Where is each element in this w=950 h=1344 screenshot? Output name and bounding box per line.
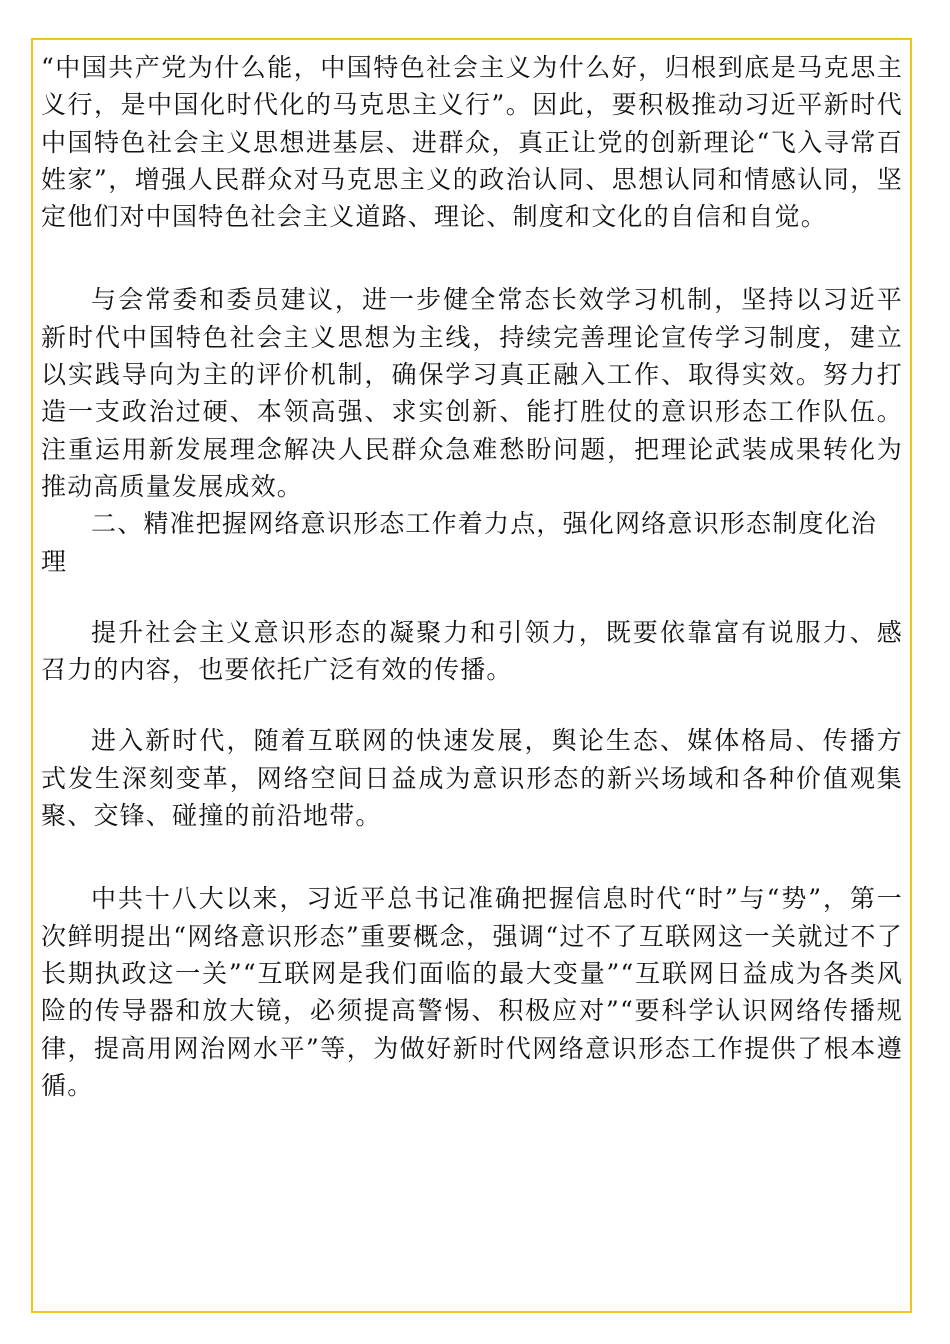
document-body bbox=[41, 49, 903, 1104]
paragraph-study-mechanism: 与会常委和委员建议，进一步健全常态长效学习机制，坚持以习近平新时代中国特色社会主义思想为主线，持续完善理论宣传学习制度，建立以实践导向为主的评价机制，确保学习真正融入工作、取得实效。努力打造一支政治过硬、本领高强、求实创新、能打胜仗的意识形态工作队伍。注重运用新发展理念解决人民群众急难愁盼问题，把理论武装成果转化为推动高质量发展成效。 bbox=[41, 285, 903, 501]
paragraph-marxism-quote: “中国共产党为什么能，中国特色社会主义为什么好，归根到底是马克思主义行，是中国化时代化的马克思主义行”。因此，要积极推动习近平新时代中国特色社会主义思想进基层、进群众，真正让党的创新理论“飞入寻常百姓家”，增强人民群众对马克思主义的政治认同、思想认同和情感认同，坚定他们对中国特色社会主义道路、理论、制度和文化的自信和自觉。 bbox=[41, 53, 903, 232]
paragraph-eighteenth-congress: 中共十八大以来，习近平总书记准确把握信息时代“时”与“势”，第一次鲜明提出“网络意识形态”重要概念，强调“过不了互联网这一关就过不了长期执政这一关”“互联网是我们面临的最大变量”“互联网日益成为各类风险的传导器和放大镜，必须提高警惕、积极应对”“要科学认识网络传播规律，提高用网治网水平”等，为做好新时代网络意识形态工作提供了根本遵循。 bbox=[41, 884, 903, 1100]
section-heading: 二、精准把握网络意识形态工作着力点，强化网络意识形态制度化治理 bbox=[41, 509, 878, 576]
paragraph-new-era-internet: 进入新时代，随着互联网的快速发展，舆论生态、媒体格局、传播方式发生深刻变革，网络空间日益成为意识形态的新兴场域和各种价值观集聚、交锋、碰撞的前沿地带。 bbox=[41, 726, 903, 831]
paragraph-ideology-cohesion: 提升社会主义意识形态的凝聚力和引领力，既要依靠富有说服力、感召力的内容，也要依托广泛有效的传播。 bbox=[41, 617, 903, 685]
